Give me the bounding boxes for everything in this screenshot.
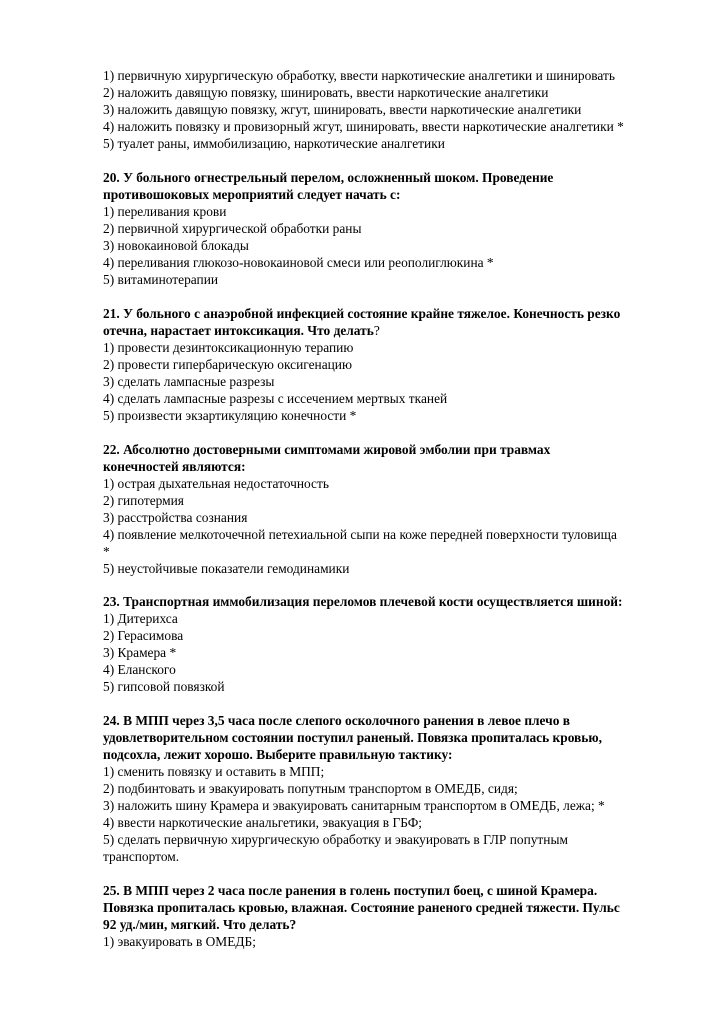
q24-option-3: 3) наложить шину Крамера и эвакуировать санитарным транспортом в ОМЕДБ, лежа; * [103,798,605,813]
q19-option-3: 3) наложить давящую повязку, жгут, шинировать, ввести наркотические аналгетики [103,102,582,117]
q23-question-line-1: 23. Транспортная иммобилизация переломов плечевой кости осуществляется шиной: [103,594,623,609]
q22-option-4: 4) появление мелкоточечной петехиальной сыпи на коже передней поверхности туловища [103,527,617,542]
q24-option-2: 2) подбинтовать и эвакуировать попутным транспортом в ОМЕДБ, сидя; [103,781,518,796]
q20-option-1: 1) переливания крови [103,204,227,219]
q21-question-mark: ? [373,323,380,338]
q21-question-text: отечна, нарастает интоксикация. Что делать [103,323,374,338]
q21-option-3: 3) сделать лампасные разрезы [103,374,275,389]
q19-option-2: 2) наложить давящую повязку, шинировать, ввести наркотические аналгетики [103,85,549,100]
q20-option-4: 4) переливания глюкозо-новокаиновой смеси или реополиглюкина * [103,255,494,270]
q20-option-2: 2) первичной хирургической обработки раны [103,221,362,236]
q24-option-5-continued: транспортом. [103,849,180,864]
q23-option-4: 4) Еланского [103,662,176,677]
q21-option-1: 1) провести дезинтоксикационную терапию [103,340,354,355]
q24-option-4: 4) ввести наркотические анальгетики, эвакуация в ГБФ; [103,815,422,830]
q19-option-4: 4) наложить повязку и провизорный жгут, шинировать, ввести наркотические аналгетики * [103,119,624,134]
q22-option-1: 1) острая дыхательная недостаточность [103,476,329,491]
q24-question-line-3: подсохла, лежит хорошо. Выберите правильную тактику: [103,747,453,762]
q23-option-1: 1) Дитерихса [103,611,178,626]
q23-option-2: 2) Герасимова [103,628,184,643]
q20-question-line-2: противошоковых мероприятий следует начать с: [103,187,401,202]
q22-option-5: 5) неустойчивые показатели гемодинамики [103,561,350,576]
q21-option-5: 5) произвести экзартикуляцию конечности * [103,408,357,423]
q25-question-line-3: 92 уд./мин, мягкий. Что делать? [103,917,297,932]
q21-question-line-1: 21. У больного с анаэробной инфекцией состояние крайне тяжелое. Конечность резко [103,306,621,321]
q19-option-5: 5) туалет раны, иммобилизацию, наркотические аналгетики [103,136,445,151]
q24-question-line-1: 24. В МПП через 3,5 часа после слепого осколочного ранения в левое плечо в [103,713,570,728]
q20-option-3: 3) новокаиновой блокады [103,238,249,253]
q20-option-5: 5) витаминотерапии [103,272,219,287]
q20-question-line-1: 20. У больного огнестрельный перелом, осложненный шоком. Проведение [103,170,554,185]
q22-option-2: 2) гипотермия [103,493,184,508]
q24-option-5: 5) сделать первичную хирургическую обработку и эвакуировать в ГЛР попутным [103,832,568,847]
q25-question-line-2: Повязка пропиталась кровью, влажная. Состояние раненого средней тяжести. Пульс [103,900,620,915]
q24-option-1: 1) сменить повязку и оставить в МПП; [103,764,325,779]
q25-question-line-1: 25. В МПП через 2 часа после ранения в голень поступил боец, с шиной Крамера. [103,883,598,898]
q23-option-5: 5) гипсовой повязкой [103,679,225,694]
q24-question-line-2: удовлетворительном состоянии поступил раненый. Повязка пропиталась кровью, [103,730,602,745]
q21-option-2: 2) провести гипербарическую оксигенацию [103,357,352,372]
q21-question-line-2 [103,323,380,340]
q21-option-4: 4) сделать лампасные разрезы с иссечением мертвых тканей [103,391,448,406]
q25-option-1: 1) эвакуировать в ОМЕДБ; [103,934,256,949]
q22-option-3: 3) расстройства сознания [103,510,248,525]
q19-option-1: 1) первичную хирургическую обработку, ввести наркотические аналгетики и шинировать [103,68,615,83]
q22-question-line-1: 22. Абсолютно достоверными симптомами жировой эмболии при травмах [103,442,551,457]
q22-option-4-marker: * [103,544,110,559]
q22-question-line-2: конечностей являются: [103,459,246,474]
q23-option-3: 3) Крамера * [103,645,177,660]
